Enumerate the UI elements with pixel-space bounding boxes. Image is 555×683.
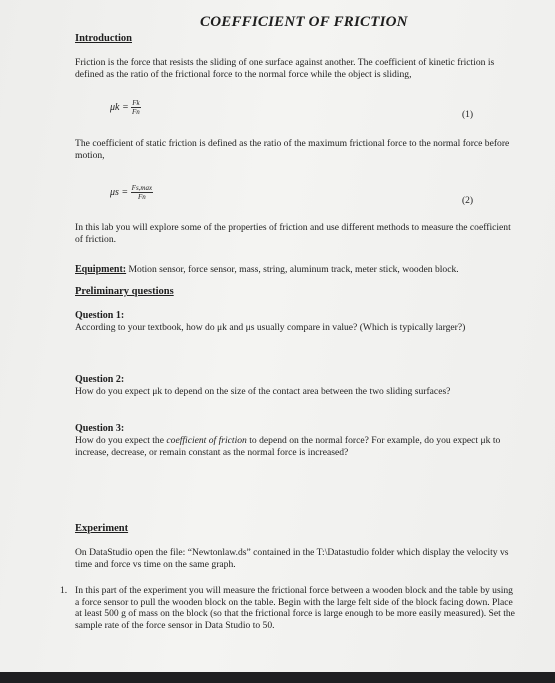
experiment-item-1-text: In this part of the experiment you will measure the frictional force between a wooden block and the table by using a force sensor to pull the wooden block on the table. Begin with the large felt side of the block facing down. Place at least 500 g of mass on the block (so that the frictional force is large enough to be more easily measured). Set the sample rate of the force sensor in Data Studio to 50. bbox=[75, 585, 515, 631]
question-3-text-end: to depend on the normal force? For example, do you expect μk to increase, decrease, or remain constant as the normal force is increased? bbox=[75, 435, 501, 458]
equation-1-numerator: Fk bbox=[132, 99, 140, 107]
experiment-item-1-number: 1. bbox=[60, 585, 68, 596]
question-1-label: Question 1: bbox=[75, 310, 125, 321]
equation-1-denominator: Fn bbox=[132, 108, 140, 116]
page-bottom-edge bbox=[0, 672, 555, 683]
equipment-list: Motion sensor, force sensor, mass, string, aluminum track, meter stick, wooden block. bbox=[126, 264, 459, 275]
equation-2-fraction bbox=[131, 184, 153, 201]
equation-1-fraction bbox=[131, 99, 140, 116]
page-title: COEFFICIENT OF FRICTION bbox=[200, 14, 408, 30]
equation-1-number: (1) bbox=[462, 110, 474, 120]
preliminary-questions-heading: Preliminary questions bbox=[75, 286, 174, 297]
experiment-heading: Experiment bbox=[75, 523, 129, 534]
question-2-label: Question 2: bbox=[75, 374, 125, 385]
equation-2-number: (2) bbox=[462, 196, 474, 206]
equation-2-numerator: Fs,max bbox=[131, 184, 153, 192]
introduction-paragraph-2: The coefficient of static friction is defined as the ratio of the maximum frictional force to the normal force before motion, bbox=[75, 138, 510, 161]
question-3-text-start: How do you expect the bbox=[75, 435, 167, 446]
introduction-heading: Introduction bbox=[75, 33, 132, 44]
question-3-emphasis: coefficient of friction bbox=[166, 435, 247, 446]
introduction-paragraph-1: Friction is the force that resists the sliding of one surface against another. The coefficient of kinetic friction is defined as the ratio of the frictional force to the normal force while the object is sliding, bbox=[75, 57, 495, 80]
introduction-paragraph-3: In this lab you will explore some of the properties of friction and use different methods to measure the coefficient of friction. bbox=[75, 222, 511, 245]
equation-1-lhs: μk = bbox=[110, 101, 129, 113]
equation-static-friction bbox=[110, 184, 153, 201]
question-1-text: According to your textbook, how do μk and μs usually compare in value? (Which is typically larger?) bbox=[75, 322, 466, 333]
equipment-line bbox=[75, 264, 525, 276]
equation-2-denominator: Fn bbox=[137, 193, 146, 201]
equipment-label: Equipment: bbox=[75, 264, 127, 275]
question-3-text bbox=[75, 435, 505, 458]
experiment-intro: On DataStudio open the file: “Newtonlaw.ds” contained in the T:\Datastudio folder which display the velocity vs time and force vs time on the same graph. bbox=[75, 547, 509, 570]
equation-2-lhs: μs = bbox=[110, 186, 129, 198]
question-2-text: How do you expect μk to depend on the size of the contact area between the two sliding surfaces? bbox=[75, 386, 451, 397]
equation-kinetic-friction bbox=[110, 99, 141, 116]
question-3-label: Question 3: bbox=[75, 423, 125, 434]
